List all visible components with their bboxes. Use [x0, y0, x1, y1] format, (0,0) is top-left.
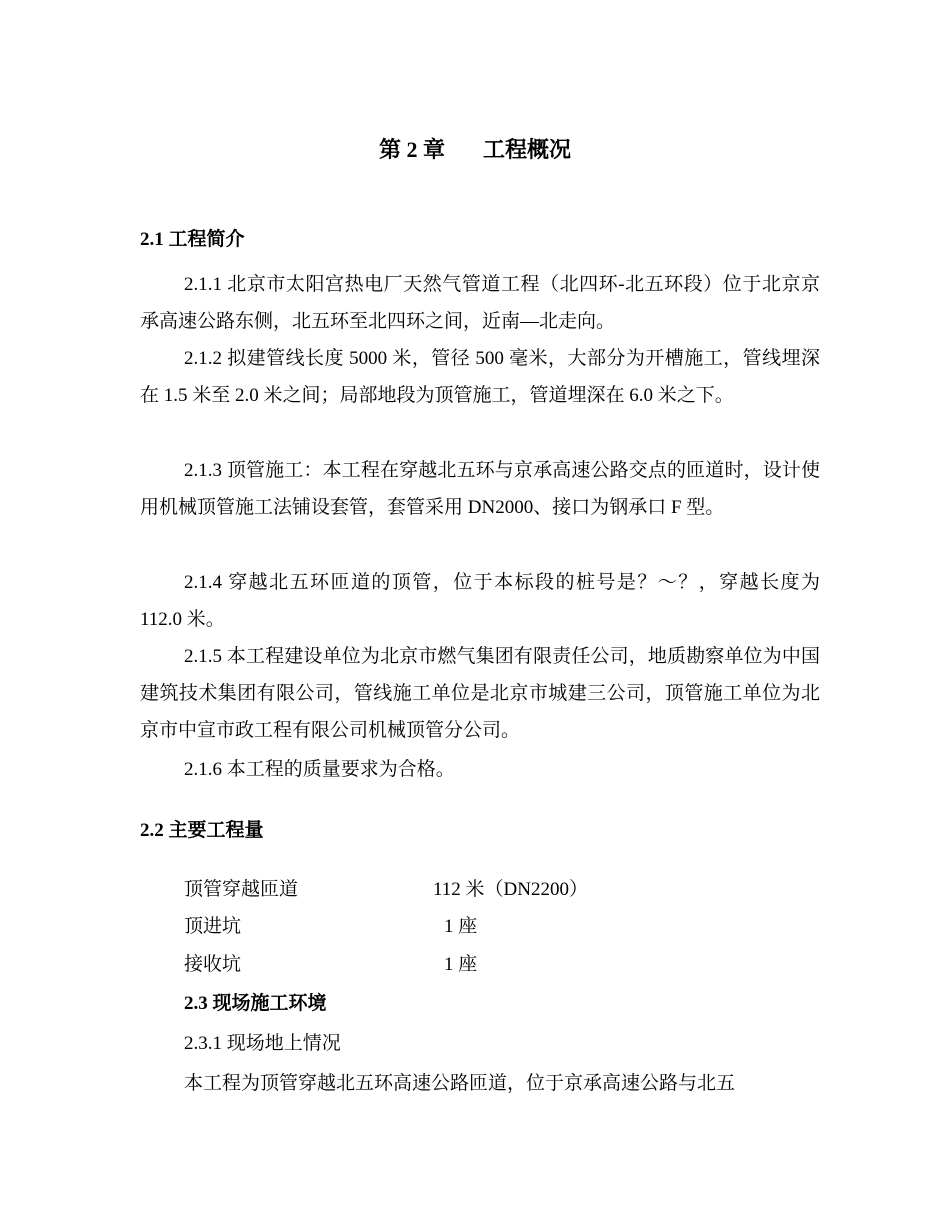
subsection-heading-2-3-1: 2.3.1 现场地上情况 — [184, 1033, 341, 1054]
paragraph-2-1-1: 2.1.1 北京市太阳宫热电厂天然气管道工程（北四环-北五环段）位于北京京承高速公路东侧，北五环至北四环之间，近南—北走向。 — [140, 274, 820, 332]
quantity-name: 接收坑 — [184, 954, 242, 975]
quantity-value: 112 米（DN2200） — [433, 879, 588, 900]
quantity-row — [184, 876, 684, 904]
quantity-row — [184, 951, 684, 979]
paragraph-2-1-5: 2.1.5 本工程建设单位为北京市燃气集团有限责任公司，地质勘察单位为中国建筑技术集团有限公司，管线施工单位是北京市城建三公司，顶管施工单位为北京市中宣市政工程有限公司机械顶管分公司。 — [140, 646, 820, 741]
section-heading-2-3: 2.3 现场施工环境 — [184, 993, 327, 1014]
chapter-number: 第 2 章 — [378, 137, 445, 162]
quantity-name: 顶进坑 — [184, 916, 242, 937]
paragraph-2-1-4: 2.1.4 穿越北五环匝道的顶管，位于本标段的桩号是？～？，穿越长度为 112.0 米。 — [140, 572, 820, 630]
quantity-value: 1 座 — [444, 954, 478, 975]
quantity-value: 1 座 — [444, 916, 478, 937]
quantity-name: 顶管穿越匝道 — [184, 879, 299, 900]
quantity-row — [184, 913, 684, 941]
paragraph-2-3-1: 本工程为顶管穿越北五环高速公路匝道，位于京承高速公路与北五 — [184, 1073, 736, 1094]
paragraph-2-1-6: 2.1.6 本工程的质量要求为合格。 — [184, 759, 455, 780]
section-heading-2-2: 2.2 主要工程量 — [140, 820, 264, 841]
chapter-title — [0, 134, 950, 166]
paragraph-2-1-3: 2.1.3 顶管施工：本工程在穿越北五环与京承高速公路交点的匝道时，设计使用机械顶管施工法铺设套管，套管采用 DN2000、接口为钢承口 F 型。 — [140, 460, 820, 518]
section-heading-2-1: 2.1 工程简介 — [140, 229, 245, 250]
chapter-name: 工程概况 — [483, 137, 572, 162]
paragraph-2-1-2: 2.1.2 拟建管线长度 5000 米，管径 500 毫米，大部分为开槽施工，管线埋深在 1.5 米至 2.0 米之间；局部地段为顶管施工，管道埋深在 6.0 米之下。 — [140, 348, 820, 406]
